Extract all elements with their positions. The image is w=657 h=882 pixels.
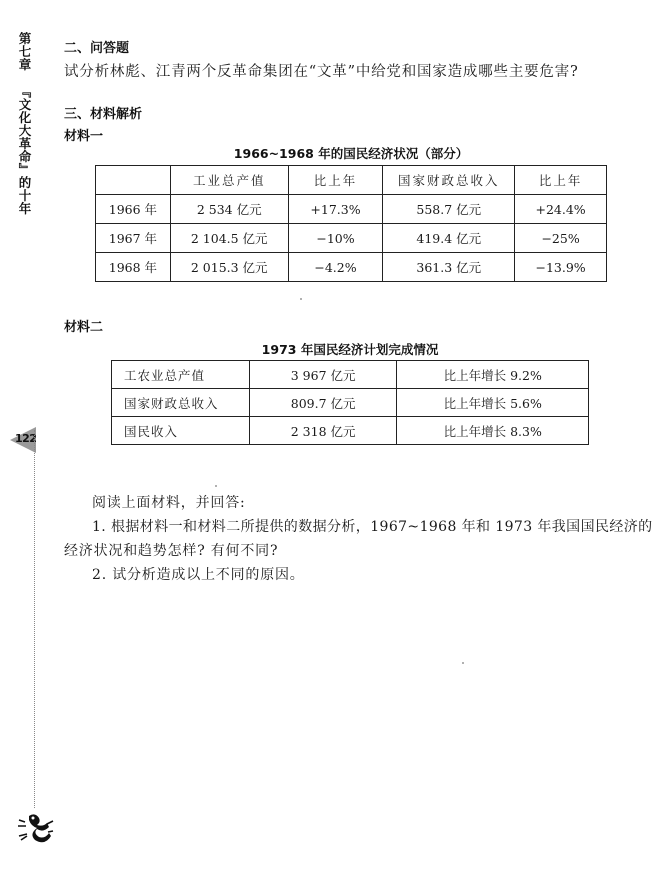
question-2: 2. 试分析造成以上不同的原因。	[92, 567, 305, 583]
growth-cell: 比上年增长 5.6%	[397, 389, 589, 417]
indicator-cell: 工农业总产值	[112, 361, 250, 389]
page-number: 122	[15, 432, 37, 445]
section-heading-material: 三、材料解析	[64, 107, 143, 122]
header-cell	[96, 166, 171, 195]
year-cell: 1968 年	[96, 253, 171, 282]
material1-label: 材料一	[64, 129, 104, 144]
table-row	[112, 361, 589, 389]
value-cell: −10%	[288, 224, 383, 253]
value-cell: 2 104.5 亿元	[170, 224, 288, 253]
table-row	[96, 224, 607, 253]
value-cell: −25%	[515, 224, 607, 253]
header-cell: 国家财政总收入	[383, 166, 515, 195]
table-row	[96, 253, 607, 282]
economy-1973-table	[111, 360, 589, 445]
year-cell: 1966 年	[96, 195, 171, 224]
value-cell: 361.3 亿元	[383, 253, 515, 282]
header-cell: 工业总产值	[170, 166, 288, 195]
year-cell: 1967 年	[96, 224, 171, 253]
value-cell: 2 534 亿元	[170, 195, 288, 224]
value-cell: 2 015.3 亿元	[170, 253, 288, 282]
qa-question: 试分析林彪、江青两个反革命集团在“文革”中给党和国家造成哪些主要危害?	[64, 64, 579, 80]
value-cell: 809.7 亿元	[249, 389, 397, 417]
header-cell: 比上年	[515, 166, 607, 195]
value-cell: 419.4 亿元	[383, 224, 515, 253]
instruction-text: 阅读上面材料，并回答:	[92, 495, 246, 511]
value-cell: 2 318 亿元	[249, 417, 397, 445]
question-1-line-2: 经济状况和趋势怎样? 有何不同?	[64, 543, 279, 559]
economy-1966-1968-table	[95, 165, 607, 282]
table-header-row	[96, 166, 607, 195]
table1-title: 1966~1968 年的国民经济状况（部分）	[233, 146, 469, 161]
header-cell: 比上年	[288, 166, 383, 195]
section-heading-qa: 二、问答题	[64, 41, 130, 56]
value-cell: +17.3%	[288, 195, 383, 224]
dragon-icon	[15, 810, 55, 850]
growth-cell: 比上年增长 8.3%	[397, 417, 589, 445]
value-cell: 558.7 亿元	[383, 195, 515, 224]
chapter-number: 第七章	[17, 32, 32, 71]
scan-speck	[462, 662, 464, 664]
indicator-cell: 国家财政总收入	[112, 389, 250, 417]
value-cell: −4.2%	[288, 253, 383, 282]
chapter-title: 『文化大革命』的十年	[17, 85, 32, 215]
table-row	[112, 417, 589, 445]
table-row	[96, 195, 607, 224]
scan-speck	[215, 485, 217, 487]
value-cell: 3 967 亿元	[249, 361, 397, 389]
growth-cell: 比上年增长 9.2%	[397, 361, 589, 389]
indicator-cell: 国民收入	[112, 417, 250, 445]
table-row	[112, 389, 589, 417]
table2-title: 1973 年国民经济计划完成情况	[261, 342, 439, 357]
sidebar-divider	[34, 430, 36, 808]
scan-speck	[300, 298, 302, 300]
chapter-sidebar	[3, 32, 31, 215]
value-cell: +24.4%	[515, 195, 607, 224]
question-1-line-1: 1. 根据材料一和材料二所提供的数据分析，1967~1968 年和 1973 年我国国民经济的	[92, 519, 653, 535]
material2-label: 材料二	[64, 320, 104, 335]
value-cell: −13.9%	[515, 253, 607, 282]
